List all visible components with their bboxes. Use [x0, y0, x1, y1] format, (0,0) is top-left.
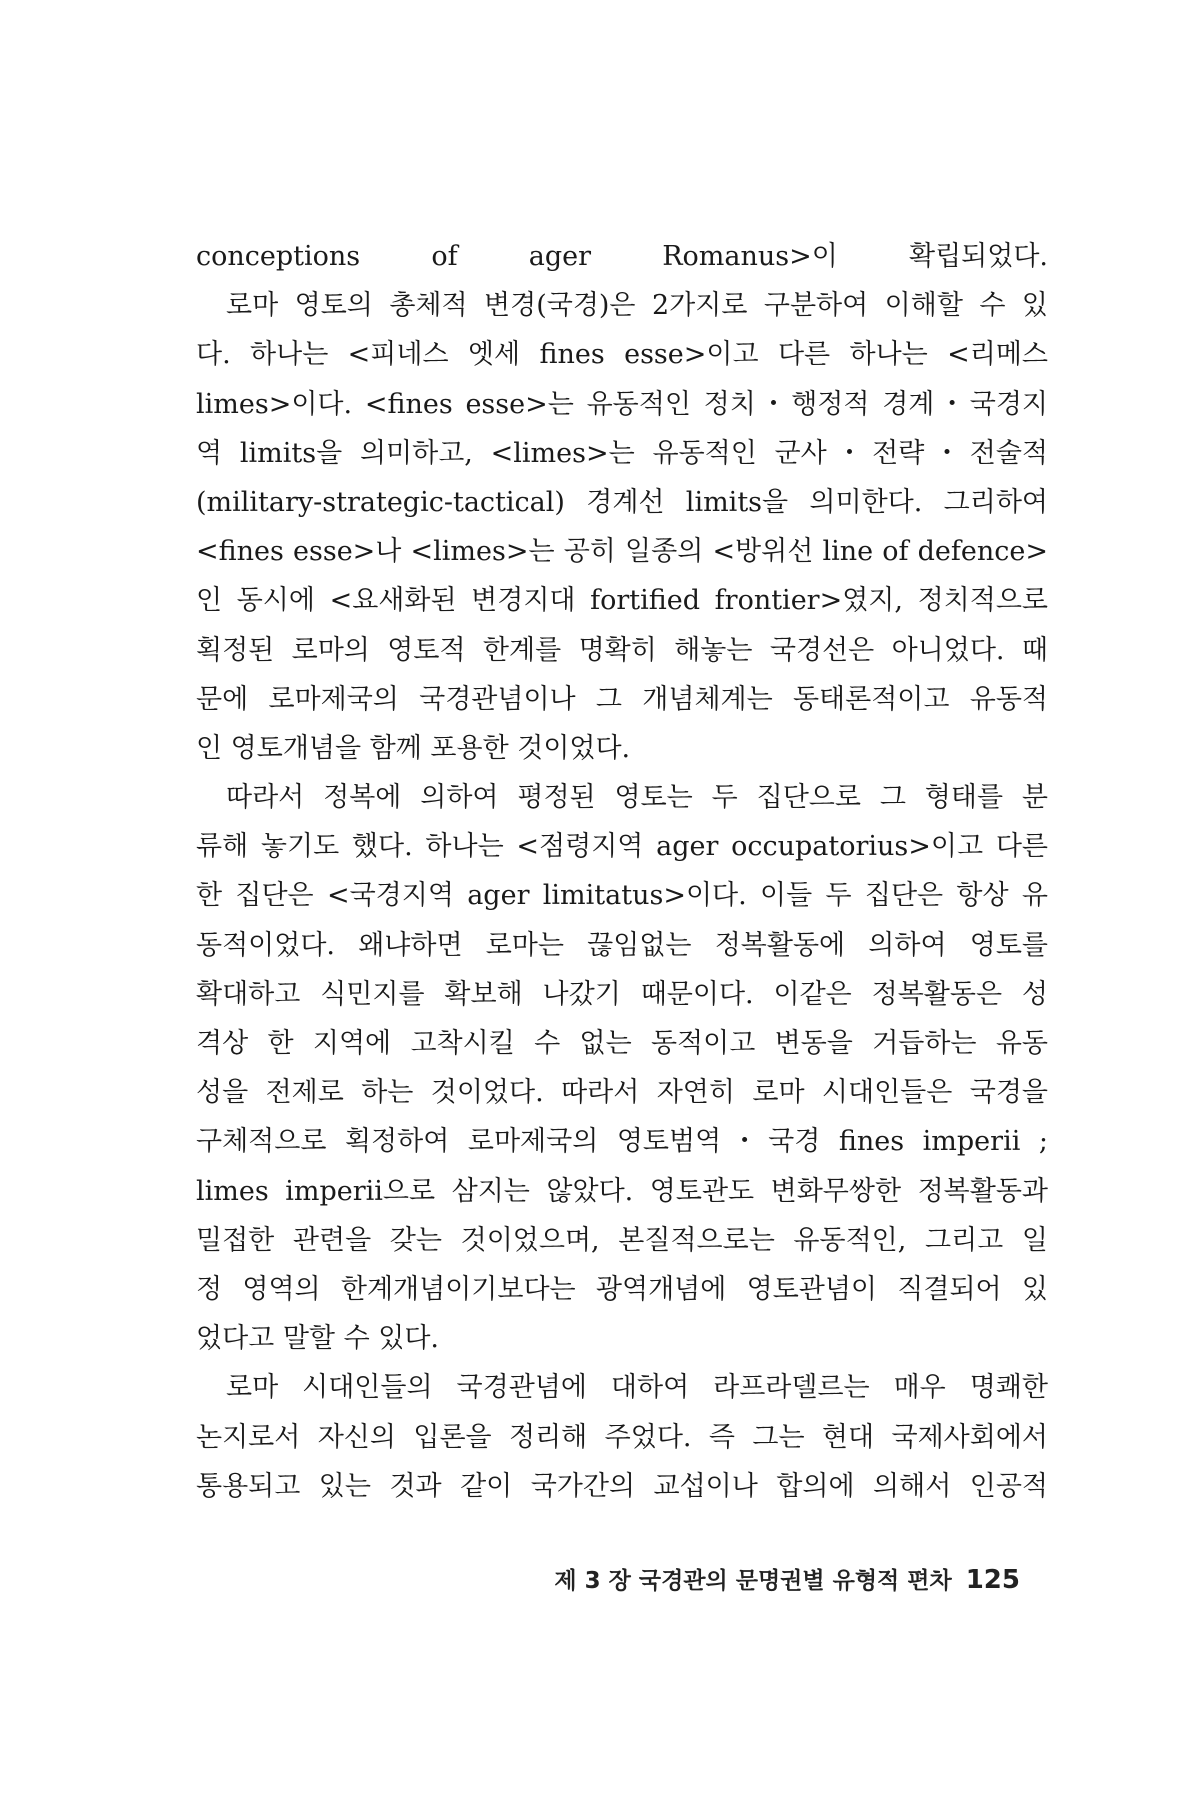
body-text — [196, 232, 1048, 1511]
text-line-15: 동적이었다. 왜냐하면 로마는 끊임없는 정복활동에 의하여 영토를 — [196, 929, 1048, 961]
page-number: 125 — [965, 1565, 1020, 1595]
text-line-21: 밀접한 관련을 갖는 것이었으며, 본질적으로는 유동적인, 그리고 일 — [196, 1224, 1048, 1256]
text-line-13: 류해 놓기도 했다. 하나는 <점령지역 ager occupatorius>이고 다른 — [196, 831, 1048, 863]
text-line-22: 정 영역의 한계개념이기보다는 광역개념에 영토관념이 직결되어 있 — [196, 1273, 1048, 1305]
text-line-8: 인 동시에 <요새화된 변경지대 fortified frontier>였지, 정치적으로 — [196, 585, 1048, 617]
text-line-20: limes imperii으로 삼지는 않았다. 영토관도 변화무쌍한 정복활동과 — [196, 1175, 1048, 1207]
text-line-10: 문에 로마제국의 국경관념이나 그 개념체계는 동태론적이고 유동적 — [196, 683, 1048, 715]
text-line-17: 격상 한 지역에 고착시킬 수 없는 동적이고 변동을 거듭하는 유동 — [196, 1028, 1048, 1059]
text-line-5: 역 limits을 의미하고, <limes>는 유동적인 군사・전략・전술적 — [196, 437, 1048, 469]
text-line-16: 확대하고 식민지를 확보해 나갔기 때문이다. 이같은 정복활동은 성 — [196, 978, 1048, 1010]
text-line-7: <fines esse>나 <limes>는 공히 일종의 <방위선 line of defence> — [196, 536, 1048, 568]
text-line-19: 구체적으로 획정하여 로마제국의 영토범역・국경 fines imperii ; — [196, 1126, 1048, 1158]
text-line-18: 성을 전제로 하는 것이었다. 따라서 자연히 로마 시대인들은 국경을 — [196, 1077, 1048, 1109]
page-footer — [540, 1562, 1020, 1595]
text-line-24: 로마 시대인들의 국경관념에 대하여 라프라델르는 매우 명쾌한 — [226, 1372, 1048, 1404]
text-line-6: (military-strategic-tactical) 경계선 limits을 의미한다. 그리하여 — [196, 486, 1048, 518]
text-line-11: 인 영토개념을 함께 포용한 것이었다. — [196, 732, 631, 764]
text-line-26: 통용되고 있는 것과 같이 국가간의 교섭이나 합의에 의해서 인공적 — [196, 1470, 1048, 1502]
text-line-23: 었다고 말할 수 있다. — [196, 1323, 439, 1355]
text-line-12: 따라서 정복에 의하여 평정된 영토는 두 집단으로 그 형태를 분 — [226, 782, 1048, 814]
text-line-25: 논지로서 자신의 입론을 정리해 주었다. 즉 그는 현대 국제사회에서 — [196, 1421, 1048, 1453]
chapter-title: 제 3 장 국경관의 문명권별 유형적 편차 — [554, 1568, 952, 1594]
text-line-9: 획정된 로마의 영토적 한계를 명확히 해놓는 국경선은 아니었다. 때 — [196, 634, 1048, 666]
text-line-3: 다. 하나는 <피네스 엣세 fines esse>이고 다른 하나는 <리메스 — [196, 339, 1048, 371]
text-line-1: conceptions of ager Romanus>이 확립되었다. — [196, 241, 1048, 272]
text-line-14: 한 집단은 <국경지역 ager limitatus>이다. 이들 두 집단은 항상 유 — [196, 880, 1048, 912]
text-line-2: 로마 영토의 총체적 변경(국경)은 2가지로 구분하여 이해할 수 있 — [226, 290, 1048, 322]
text-line-4: limes>이다. <fines esse>는 유동적인 정치・행정적 경계・국경지 — [196, 388, 1048, 420]
